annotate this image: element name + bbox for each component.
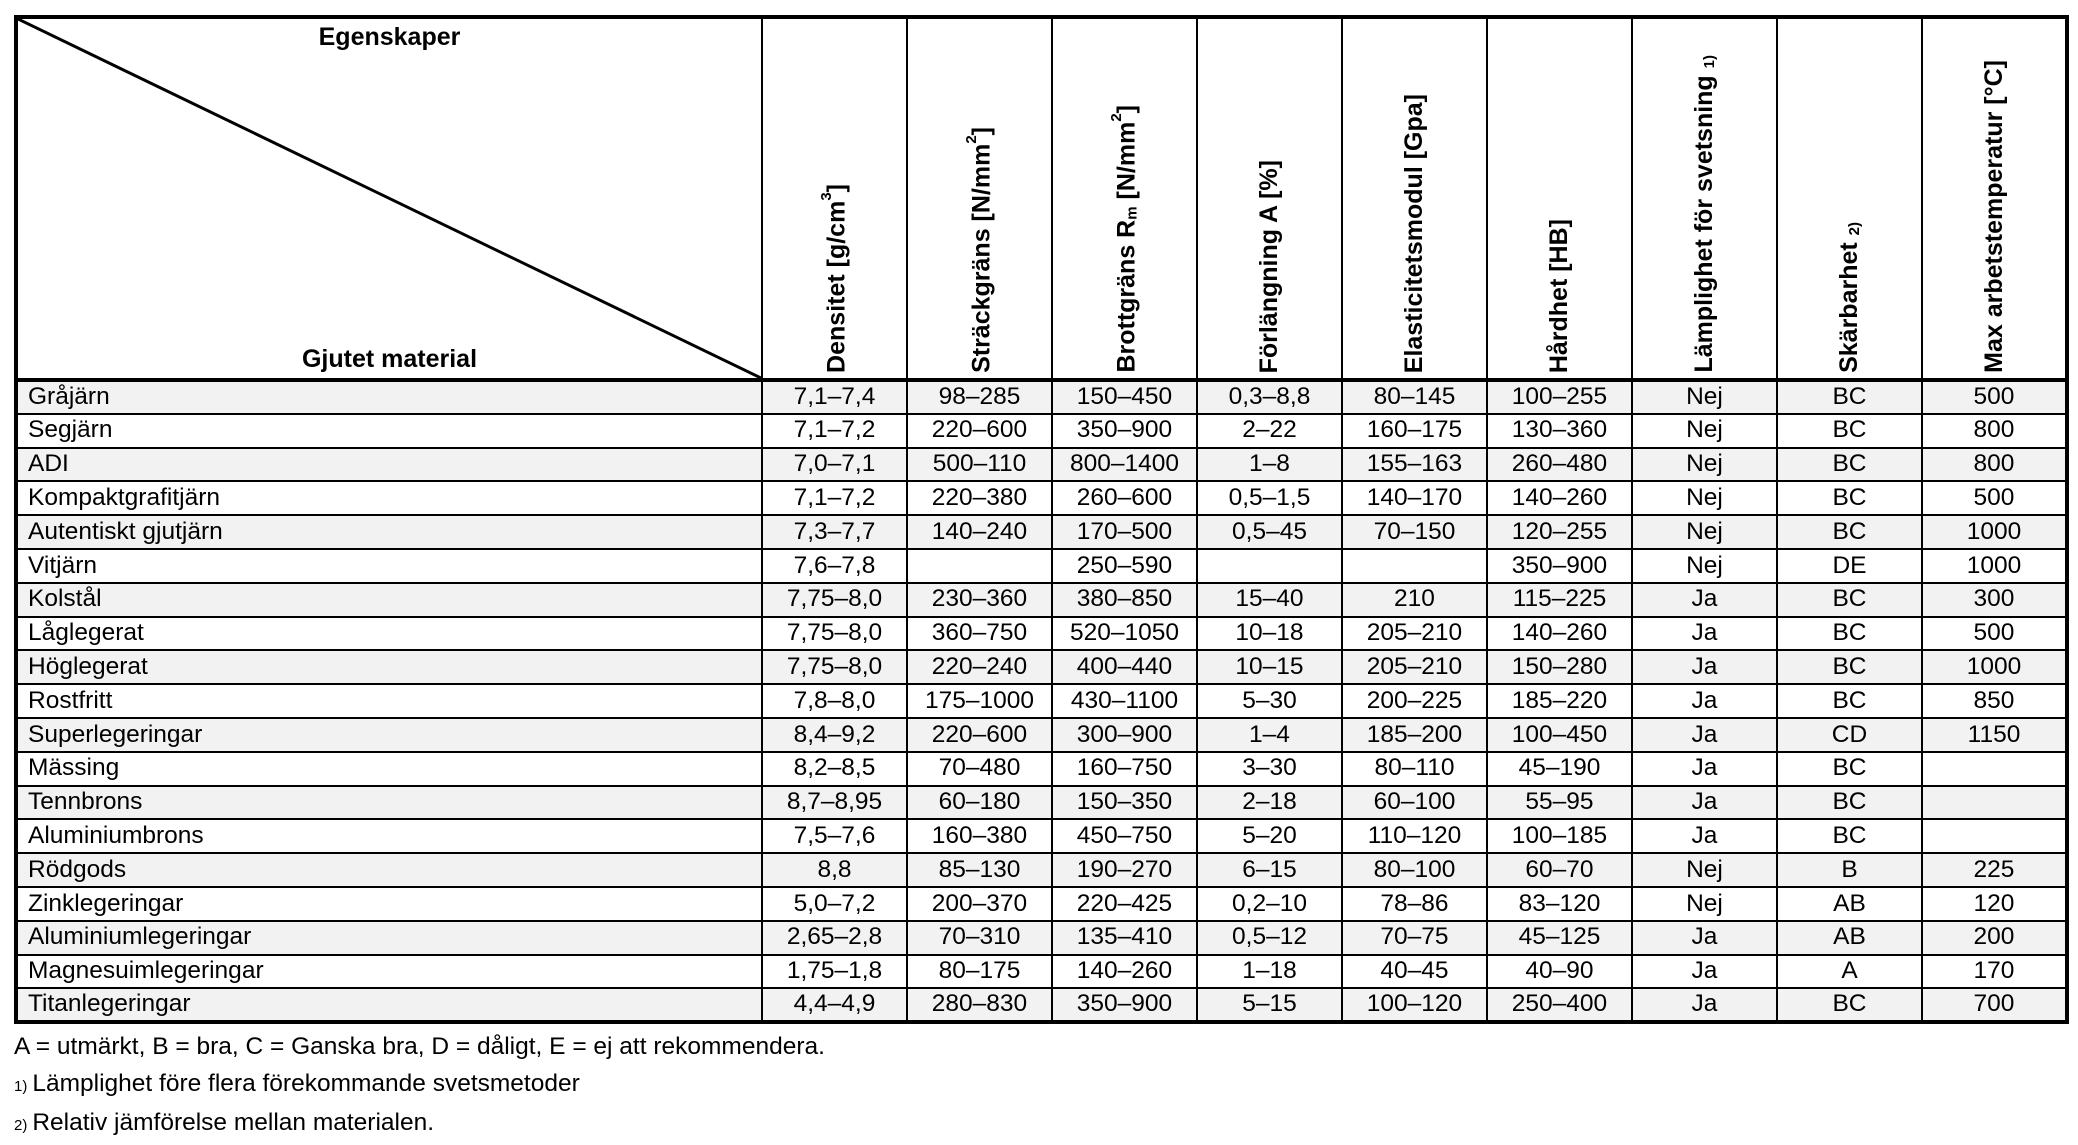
col-header-weldability: Lämplighet för svetsning $_{1)}$ (1632, 17, 1777, 380)
yield-strength-cell: 500–110 (907, 448, 1052, 482)
weldability-cell: Nej (1632, 481, 1777, 515)
weldability-cell: Ja (1632, 988, 1777, 1022)
machinability-cell: AB (1777, 921, 1922, 955)
elastic-modulus-cell: 60–100 (1342, 786, 1487, 820)
density-cell: 7,1–7,2 (762, 414, 907, 448)
machinability-cell: BC (1777, 583, 1922, 617)
properties-label: Egenskaper (318, 23, 461, 51)
col-header-yield-strength: Sträckgräns $[N/mm^2]$ (907, 17, 1052, 380)
footnote-2-mark: 2) (14, 1117, 28, 1134)
material-name-cell: Rödgods (16, 853, 762, 887)
table-row (16, 481, 2067, 515)
max-temp-cell: 500 (1922, 481, 2067, 515)
weldability-cell: Ja (1632, 583, 1777, 617)
max-temp-cell: 1150 (1922, 718, 2067, 752)
weldability-cell: Ja (1632, 921, 1777, 955)
yield-strength-cell: 175–1000 (907, 684, 1052, 718)
elastic-modulus-cell: 210 (1342, 583, 1487, 617)
material-name-cell: Segjärn (16, 414, 762, 448)
max-temp-cell: 850 (1922, 684, 2067, 718)
footnote-2-text: Relativ jämförelse mellan materialen. (32, 1109, 435, 1136)
hardness-cell: 130–360 (1487, 414, 1632, 448)
yield-strength-cell: 360–750 (907, 617, 1052, 651)
density-cell: 8,2–8,5 (762, 752, 907, 786)
tensile-strength-cell: 400–440 (1052, 650, 1197, 684)
elongation-cell: 2–22 (1197, 414, 1342, 448)
tensile-strength-cell: 380–850 (1052, 583, 1197, 617)
density-cell: 7,3–7,7 (762, 515, 907, 549)
elongation-cell: 3–30 (1197, 752, 1342, 786)
elongation-cell: 1–8 (1197, 448, 1342, 482)
weldability-cell: Ja (1632, 786, 1777, 820)
table-row (16, 819, 2067, 853)
machinability-cell: B (1777, 853, 1922, 887)
weldability-cell: Nej (1632, 853, 1777, 887)
yield-strength-cell: 160–380 (907, 819, 1052, 853)
table-row (16, 752, 2067, 786)
density-cell: 7,6–7,8 (762, 549, 907, 583)
density-cell: 8,7–8,95 (762, 786, 907, 820)
material-name-cell: Tennbrons (16, 786, 762, 820)
yield-strength-cell: 140–240 (907, 515, 1052, 549)
weldability-cell: Nej (1632, 448, 1777, 482)
weldability-cell: Nej (1632, 515, 1777, 549)
material-name-cell: Kompaktgrafitjärn (16, 481, 762, 515)
elastic-modulus-cell: 205–210 (1342, 650, 1487, 684)
machinability-cell: BC (1777, 819, 1922, 853)
material-name-cell: Magnesuimlegeringar (16, 955, 762, 989)
machinability-cell: BC (1777, 481, 1922, 515)
machinability-cell: BC (1777, 786, 1922, 820)
hardness-cell: 185–220 (1487, 684, 1632, 718)
weldability-cell: Ja (1632, 617, 1777, 651)
elongation-cell: 15–40 (1197, 583, 1342, 617)
table-row (16, 988, 2067, 1022)
table-row (16, 684, 2067, 718)
yield-strength-cell: 200–370 (907, 887, 1052, 921)
yield-strength-cell: 280–830 (907, 988, 1052, 1022)
material-name-cell: ADI (16, 448, 762, 482)
max-temp-cell: 1000 (1922, 650, 2067, 684)
hardness-cell: 150–280 (1487, 650, 1632, 684)
weldability-cell: Nej (1632, 414, 1777, 448)
table-row (16, 414, 2067, 448)
elongation-cell: 1–4 (1197, 718, 1342, 752)
weldability-cell: Nej (1632, 549, 1777, 583)
weldability-cell: Ja (1632, 752, 1777, 786)
elongation-cell: 5–15 (1197, 988, 1342, 1022)
material-name-cell: Gråjärn (16, 380, 762, 414)
weldability-cell: Ja (1632, 819, 1777, 853)
machinability-cell: AB (1777, 887, 1922, 921)
elastic-modulus-cell: 70–75 (1342, 921, 1487, 955)
machinability-cell: BC (1777, 752, 1922, 786)
elongation-cell: 5–30 (1197, 684, 1342, 718)
hardness-cell: 350–900 (1487, 549, 1632, 583)
tensile-strength-cell: 350–900 (1052, 414, 1197, 448)
elastic-modulus-cell: 70–150 (1342, 515, 1487, 549)
machinability-cell: BC (1777, 515, 1922, 549)
tensile-strength-cell: 150–450 (1052, 380, 1197, 414)
hardness-cell: 140–260 (1487, 617, 1632, 651)
density-cell: 2,65–2,8 (762, 921, 907, 955)
tensile-strength-cell: 800–1400 (1052, 448, 1197, 482)
tensile-strength-cell: 135–410 (1052, 921, 1197, 955)
elastic-modulus-cell (1342, 549, 1487, 583)
material-label: Gjutet material (301, 345, 478, 373)
elongation-cell: 0,5–1,5 (1197, 481, 1342, 515)
tensile-strength-cell: 430–1100 (1052, 684, 1197, 718)
material-name-cell: Titanlegeringar (16, 988, 762, 1022)
tensile-strength-cell: 260–600 (1052, 481, 1197, 515)
density-cell: 7,75–8,0 (762, 617, 907, 651)
elastic-modulus-cell: 80–110 (1342, 752, 1487, 786)
tensile-strength-cell: 140–260 (1052, 955, 1197, 989)
footnote-1 (14, 1066, 825, 1106)
machinability-cell: BC (1777, 684, 1922, 718)
footnotes (14, 1029, 825, 1145)
elastic-modulus-cell: 80–100 (1342, 853, 1487, 887)
tensile-strength-cell: 520–1050 (1052, 617, 1197, 651)
table-row (16, 650, 2067, 684)
max-temp-cell: 1000 (1922, 515, 2067, 549)
tensile-strength-cell: 170–500 (1052, 515, 1197, 549)
elongation-cell: 5–20 (1197, 819, 1342, 853)
machinability-cell: BC (1777, 988, 1922, 1022)
tensile-strength-cell: 350–900 (1052, 988, 1197, 1022)
footnote-2 (14, 1105, 825, 1145)
col-header-max-temp: Max arbetstemperatur [°C] (1922, 17, 2067, 380)
machinability-cell: A (1777, 955, 1922, 989)
table-row (16, 617, 2067, 651)
table-row (16, 955, 2067, 989)
table-row (16, 853, 2067, 887)
density-cell: 7,1–7,4 (762, 380, 907, 414)
footnote-1-text: Lämplighet före flera förekommande svetsmetoder (32, 1069, 580, 1097)
material-name-cell: Superlegeringar (16, 718, 762, 752)
table-row (16, 718, 2067, 752)
table-row (16, 380, 2067, 414)
table-row (16, 786, 2067, 820)
tensile-strength-cell: 220–425 (1052, 887, 1197, 921)
table-row (16, 549, 2067, 583)
footnote-1-mark: 1) (14, 1077, 28, 1095)
hardness-cell: 115–225 (1487, 583, 1632, 617)
corner-header-cell (16, 17, 762, 380)
max-temp-cell: 800 (1922, 448, 2067, 482)
machinability-cell: DE (1777, 549, 1922, 583)
hardness-cell: 100–255 (1487, 380, 1632, 414)
elastic-modulus-cell: 40–45 (1342, 955, 1487, 989)
elastic-modulus-cell: 205–210 (1342, 617, 1487, 651)
weldability-cell: Nej (1632, 380, 1777, 414)
header-row (16, 17, 2067, 380)
density-cell: 8,8 (762, 853, 907, 887)
material-name-cell: Zinklegeringar (16, 887, 762, 921)
max-temp-cell: 500 (1922, 617, 2067, 651)
hardness-cell: 140–260 (1487, 481, 1632, 515)
max-temp-cell: 800 (1922, 414, 2067, 448)
elastic-modulus-cell: 200–225 (1342, 684, 1487, 718)
material-name-cell: Vitjärn (16, 549, 762, 583)
col-header-density: Densitet $[g/cm^3]$ (762, 17, 907, 380)
col-header-elongation: Förlängning A [%] (1197, 17, 1342, 380)
elongation-cell: 0,3–8,8 (1197, 380, 1342, 414)
elastic-modulus-cell: 100–120 (1342, 988, 1487, 1022)
material-name-cell: Kolstål (16, 583, 762, 617)
max-temp-cell: 500 (1922, 380, 2067, 414)
elastic-modulus-cell: 155–163 (1342, 448, 1487, 482)
weldability-cell: Ja (1632, 955, 1777, 989)
weldability-cell: Ja (1632, 718, 1777, 752)
density-cell: 4,4–4,9 (762, 988, 907, 1022)
hardness-cell: 260–480 (1487, 448, 1632, 482)
density-cell: 7,1–7,2 (762, 481, 907, 515)
yield-strength-cell: 60–180 (907, 786, 1052, 820)
hardness-cell: 55–95 (1487, 786, 1632, 820)
machinability-cell: CD (1777, 718, 1922, 752)
hardness-cell: 60–70 (1487, 853, 1632, 887)
yield-strength-cell: 220–600 (907, 414, 1052, 448)
max-temp-cell: 700 (1922, 988, 2067, 1022)
table-row (16, 515, 2067, 549)
col-header-machinability: Skärbarhet $_{2)}$ (1777, 17, 1922, 380)
material-name-cell: Mässing (16, 752, 762, 786)
yield-strength-cell: 230–360 (907, 583, 1052, 617)
elongation-cell: 0,5–45 (1197, 515, 1342, 549)
yield-strength-cell: 220–240 (907, 650, 1052, 684)
table-row (16, 887, 2067, 921)
elongation-cell: 0,2–10 (1197, 887, 1342, 921)
tensile-strength-cell: 160–750 (1052, 752, 1197, 786)
elongation-cell (1197, 549, 1342, 583)
elastic-modulus-cell: 185–200 (1342, 718, 1487, 752)
machinability-cell: BC (1777, 617, 1922, 651)
material-name-cell: Aluminiumbrons (16, 819, 762, 853)
hardness-cell: 45–125 (1487, 921, 1632, 955)
col-header-hardness: Hårdhet [HB] (1487, 17, 1632, 380)
tensile-strength-cell: 300–900 (1052, 718, 1197, 752)
material-properties-table (14, 15, 2069, 1024)
max-temp-cell (1922, 819, 2067, 853)
grade-legend: A = utmärkt, B = bra, C = Ganska bra, D = dåligt, E = ej att rekommendera. (14, 1033, 825, 1060)
hardness-cell: 250–400 (1487, 988, 1632, 1022)
table-row (16, 583, 2067, 617)
max-temp-cell: 200 (1922, 921, 2067, 955)
elongation-cell: 6–15 (1197, 853, 1342, 887)
elongation-cell: 10–15 (1197, 650, 1342, 684)
max-temp-cell: 170 (1922, 955, 2067, 989)
max-temp-cell: 300 (1922, 583, 2067, 617)
density-cell: 5,0–7,2 (762, 887, 907, 921)
hardness-cell: 100–450 (1487, 718, 1632, 752)
tensile-strength-cell: 150–350 (1052, 786, 1197, 820)
tensile-strength-cell: 190–270 (1052, 853, 1197, 887)
elongation-cell: 10–18 (1197, 617, 1342, 651)
tensile-strength-cell: 250–590 (1052, 549, 1197, 583)
machinability-cell: BC (1777, 380, 1922, 414)
weldability-cell: Ja (1632, 684, 1777, 718)
yield-strength-cell: 85–130 (907, 853, 1052, 887)
elongation-cell: 2–18 (1197, 786, 1342, 820)
yield-strength-cell: 70–480 (907, 752, 1052, 786)
density-cell: 1,75–1,8 (762, 955, 907, 989)
elongation-cell: 0,5–12 (1197, 921, 1342, 955)
density-cell: 7,5–7,6 (762, 819, 907, 853)
max-temp-cell: 225 (1922, 853, 2067, 887)
yield-strength-cell (907, 549, 1052, 583)
elastic-modulus-cell: 160–175 (1342, 414, 1487, 448)
weldability-cell: Nej (1632, 887, 1777, 921)
yield-strength-cell: 70–310 (907, 921, 1052, 955)
elastic-modulus-cell: 110–120 (1342, 819, 1487, 853)
elastic-modulus-cell: 80–145 (1342, 380, 1487, 414)
density-cell: 7,0–7,1 (762, 448, 907, 482)
material-name-cell: Låglegerat (16, 617, 762, 651)
density-cell: 8,4–9,2 (762, 718, 907, 752)
density-cell: 7,8–8,0 (762, 684, 907, 718)
elastic-modulus-cell: 140–170 (1342, 481, 1487, 515)
hardness-cell: 45–190 (1487, 752, 1632, 786)
elastic-modulus-cell: 78–86 (1342, 887, 1487, 921)
max-temp-cell: 120 (1922, 887, 2067, 921)
max-temp-cell (1922, 752, 2067, 786)
material-name-cell: Rostfritt (16, 684, 762, 718)
yield-strength-cell: 80–175 (907, 955, 1052, 989)
hardness-cell: 100–185 (1487, 819, 1632, 853)
density-cell: 7,75–8,0 (762, 583, 907, 617)
table-row (16, 448, 2067, 482)
table-body (16, 380, 2067, 1022)
elongation-cell: 1–18 (1197, 955, 1342, 989)
machinability-cell: BC (1777, 414, 1922, 448)
tensile-strength-cell: 450–750 (1052, 819, 1197, 853)
yield-strength-cell: 220–380 (907, 481, 1052, 515)
max-temp-cell: 1000 (1922, 549, 2067, 583)
machinability-cell: BC (1777, 650, 1922, 684)
density-cell: 7,75–8,0 (762, 650, 907, 684)
machinability-cell: BC (1777, 448, 1922, 482)
yield-strength-cell: 220–600 (907, 718, 1052, 752)
hardness-cell: 40–90 (1487, 955, 1632, 989)
max-temp-cell (1922, 786, 2067, 820)
material-name-cell: Aluminiumlegeringar (16, 921, 762, 955)
hardness-cell: 120–255 (1487, 515, 1632, 549)
col-header-tensile-strength: Brottgräns $R_m$ $[N/mm^2]$ (1052, 17, 1197, 380)
hardness-cell: 83–120 (1487, 887, 1632, 921)
material-name-cell: Höglegerat (16, 650, 762, 684)
yield-strength-cell: 98–285 (907, 380, 1052, 414)
material-name-cell: Autentiskt gjutjärn (16, 515, 762, 549)
weldability-cell: Ja (1632, 650, 1777, 684)
col-header-elastic-modulus: Elasticitetsmodul [Gpa] (1342, 17, 1487, 380)
table-row (16, 921, 2067, 955)
diagonal-divider (18, 19, 761, 378)
